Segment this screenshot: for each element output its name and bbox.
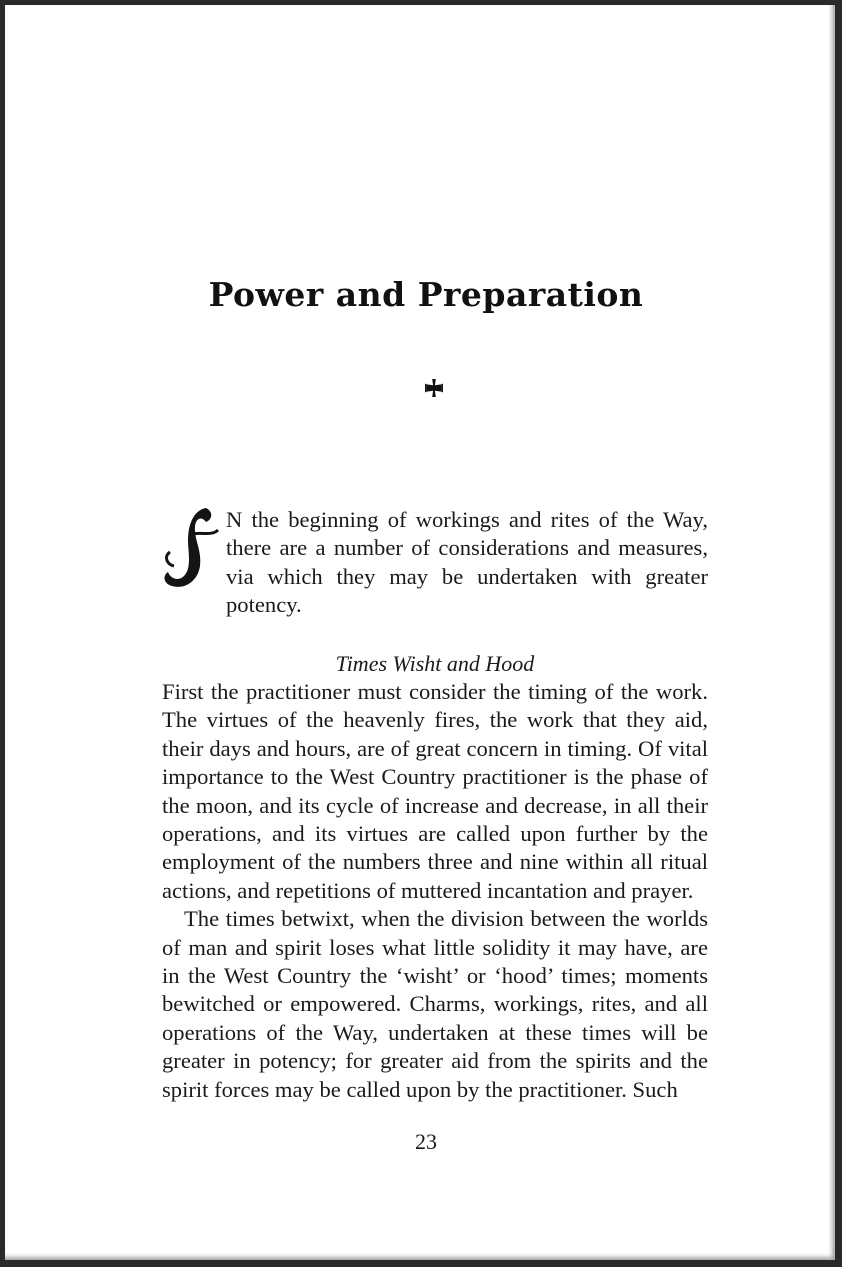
chapter-title: Power and Preparation — [208, 275, 644, 314]
page-number: 23 — [415, 1129, 437, 1154]
body-paragraph-2: The times betwixt, when the division between the worlds of man and spirit loses what little solidity it may have, are in the West Country the ‘wisht’ or ‘hood’ times; moments bewitched or empowered. Charms, workings, rites, and all operations of the Way, undertaken at these times will be greater in potency; for greater aid from the spirits and the spirit forces may be called upon by the practitioner. Such — [162, 906, 708, 1102]
drop-cap-letter-i — [162, 506, 222, 592]
section-body — [162, 678, 708, 1104]
body-paragraph-1: First the practitioner must consider the timing of the work. The virtues of the heavenly fires, the work that they aid, their days and hours, are of great concern in timing. Of vital importance to the West Country practitioner is the phase of the moon, and its cycle of increase and decrease, in all their operations, and its virtues are called upon further by the employment of the numbers three and nine within all ritual actions, and repetitions of muttered incantation and prayer. — [162, 679, 708, 903]
section-heading: Times Wisht and Hood — [335, 651, 535, 676]
cross-pattee-icon — [425, 379, 443, 397]
intro-paragraph — [162, 506, 708, 620]
intro-text: N the beginning of workings and rites of the Way, there are a number of considerations and measures, via which they may be undertaken with greater potency. — [226, 507, 708, 618]
drop-cap — [162, 506, 222, 592]
